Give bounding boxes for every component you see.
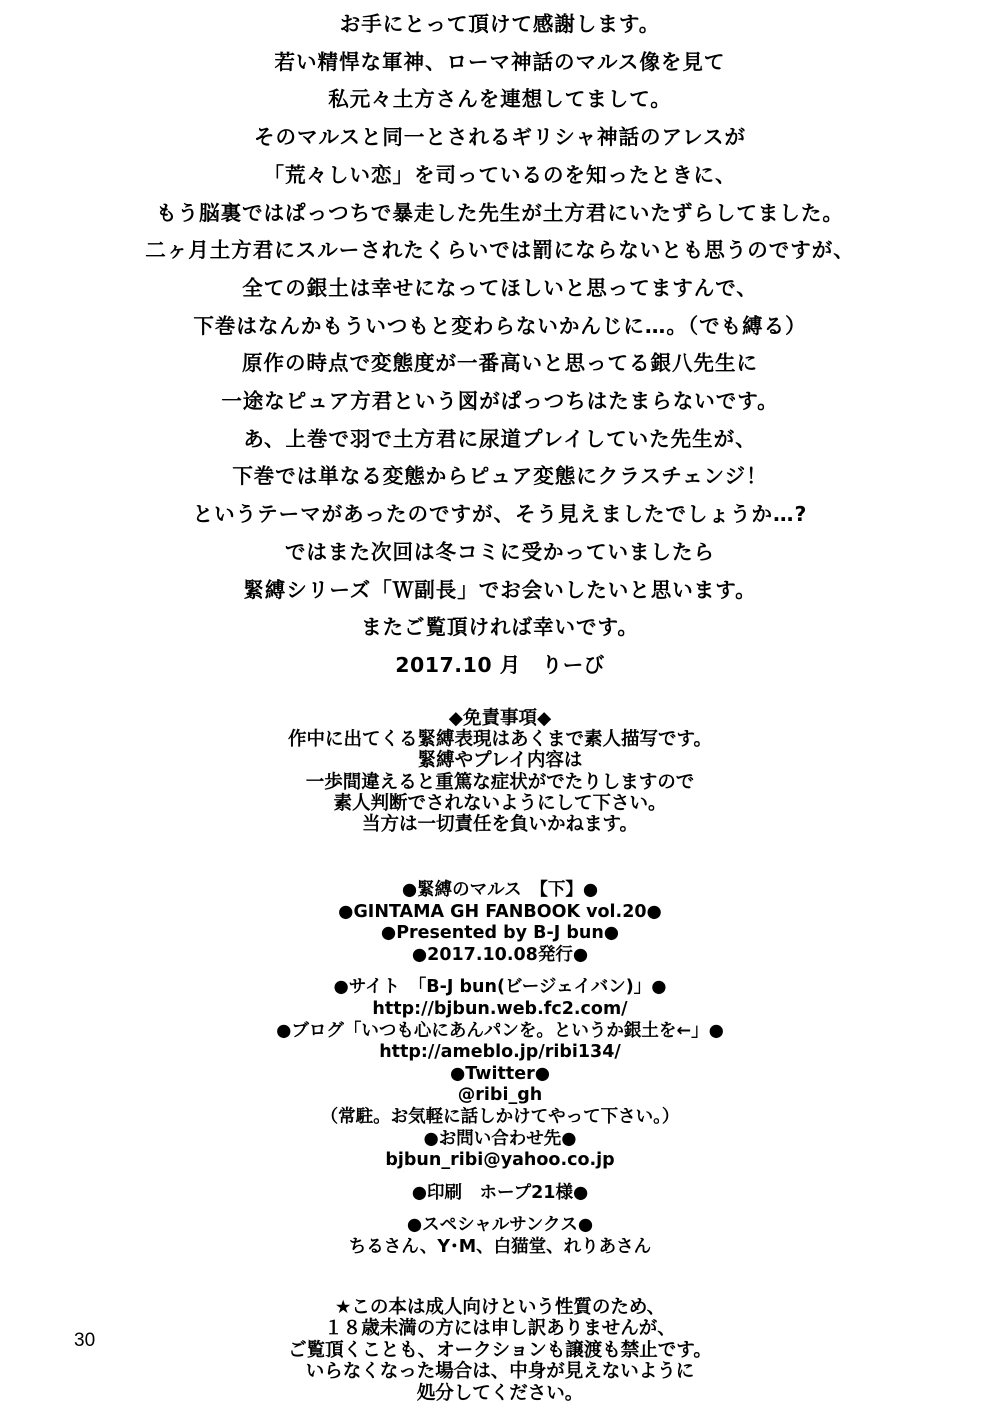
disclaimer-line: 一歩間違えると重篤な症状がでたりしますので — [305, 771, 695, 793]
page-number: 30 — [74, 1330, 96, 1351]
printer-credit: ●印刷 ホープ21様● — [411, 1182, 589, 1203]
thanks-label: ●スペシャルサンクス● — [406, 1215, 594, 1236]
spacer — [0, 1172, 1000, 1183]
twitter-note: （常駐。お気軽に話しかけてやって下さい。） — [320, 1106, 680, 1127]
afterword-line: もう脳裏ではぱっつちで暴走した先生が土方君にいたずらしてました。 — [156, 200, 844, 225]
afterword-line: またご覧頂ければ幸いです。 — [361, 615, 639, 640]
book-title: ●緊縛のマルス 【下】● — [401, 880, 599, 900]
afterword — [0, 6, 1000, 685]
afterword-line: 一途なピュア方君という図がぱっつちはたまらないです。 — [221, 389, 779, 414]
spacer — [0, 1204, 1000, 1215]
blog-label: ●ブログ「いつも心にあんパンを。というか銀土を←」● — [276, 1020, 724, 1041]
notice-line: ★この本は成人向けという性質のため、 — [334, 1297, 666, 1318]
twitter-label: ●Twitter● — [450, 1063, 550, 1084]
disclaimer-line: 当方は一切責任を負いかねます。 — [361, 814, 639, 836]
afterword-line: あ、上巻で羽で土方君に尿道プレイしていた先生が、 — [243, 426, 757, 451]
afterword-line: ではまた次回は冬コミに受かっていましたら — [285, 539, 715, 564]
notice-line: ご覧頂くことも、オークションも譲渡も禁止です。 — [288, 1339, 712, 1361]
disclaimer-line: 緊縛やプレイ内容は — [417, 750, 583, 772]
afterword-signature: 2017.10 月 りーび — [395, 652, 605, 677]
contact-label: ●お問い合わせ先● — [423, 1128, 577, 1149]
series-name: ●GINTAMA GH FANBOOK vol.20● — [338, 901, 662, 922]
notice-line: いらなくなった場合は、中身が見えないように — [305, 1361, 695, 1383]
colophon-block — [0, 880, 1000, 1259]
afterword-line: 全ての銀土は幸せになってほしいと思ってますんで、 — [242, 275, 758, 300]
disclaimer-block — [0, 708, 1000, 835]
afterword-line: 下巻では単なる変態からピュア変態にクラスチェンジ！ — [232, 464, 768, 489]
notice-line: 処分してください。 — [416, 1382, 584, 1404]
afterword-line: 原作の時点で変態度が一番高いと思ってる銀八先生に — [242, 351, 758, 376]
afterword-line: 若い精悍な軍神、ローマ神話のマルス像を見て — [274, 49, 726, 74]
issue-date: ●2017.10.08発行● — [411, 944, 589, 965]
notice-line: １８歳未満の方には申し訳ありませんが、 — [324, 1318, 676, 1340]
site-label: ●サイト 「B-J bun(ビージェイバン)」● — [333, 977, 667, 998]
contact-email: bjbun_ribi@yahoo.co.jp — [385, 1150, 615, 1171]
afterword-line: というテーマがあったのですが、そう見えましたでしょうか…? — [192, 502, 808, 527]
presented-by: ●Presented by B-J bun● — [380, 923, 620, 944]
disclaimer-line: 素人判断でされないようにして下さい。 — [333, 792, 667, 814]
spacer — [0, 966, 1000, 977]
site-url: http://bjbun.web.fc2.com/ — [372, 998, 628, 1019]
afterword-line: 緊縛シリーズ「Ｗ副長」でお会いしたいと思います。 — [243, 577, 757, 602]
adult-notice — [0, 1297, 1000, 1404]
afterword-line: 「荒々しい恋」を司っているのを知ったときに、 — [263, 162, 737, 187]
blog-url: http://ameblo.jp/ribi134/ — [379, 1042, 621, 1063]
afterword-line: 下巻はなんかもういつもと変わらないかんじに…。（でも縛る） — [193, 313, 807, 338]
afterword-line: そのマルスと同一とされるギリシャ神話のアレスが — [253, 125, 747, 150]
afterword-line: 私元々土方さんを連想してまして。 — [328, 87, 672, 112]
afterword-line: お手にとって頂けて感謝します。 — [339, 12, 661, 36]
afterword-line: 二ヶ月土方君にスルーされたくらいでは罰にならないとも思うのですが、 — [145, 238, 855, 263]
disclaimer-title: ◆免責事項◆ — [448, 708, 552, 729]
twitter-handle: @ribi_gh — [457, 1085, 543, 1106]
thanks-names: ちるさん、Y･M、白猫堂、れりあさん — [348, 1236, 652, 1257]
disclaimer-line: 作中に出てくる緊縛表現はあくまで素人描写です。 — [287, 729, 713, 751]
